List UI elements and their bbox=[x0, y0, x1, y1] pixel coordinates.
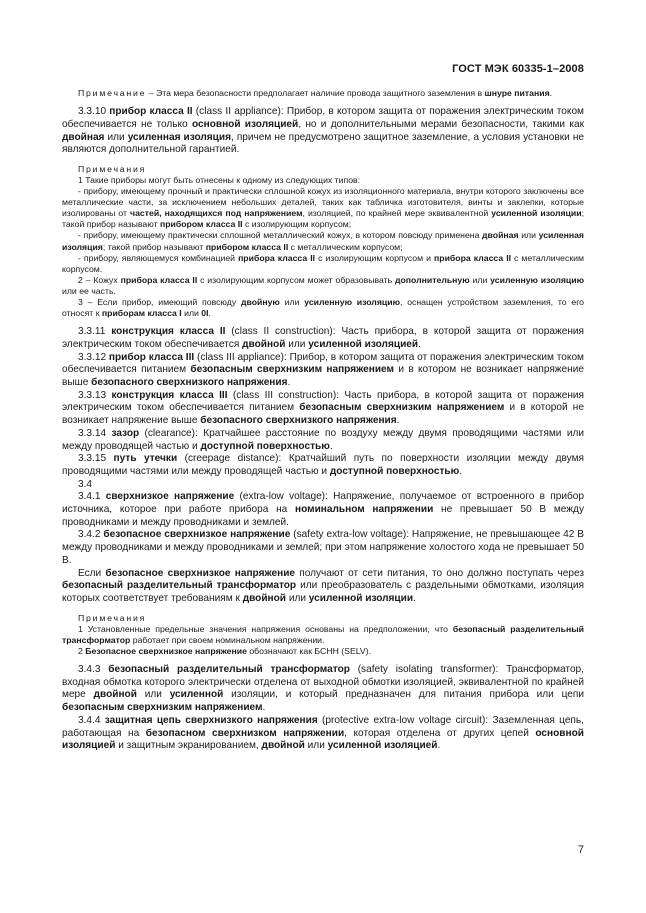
text-run: (class III appliance): Прибор, в котором защита от поражения электрическим током обеспечивается питанием bbox=[62, 351, 584, 376]
term: частей, находящихся под напряжением bbox=[130, 208, 303, 219]
text-run: или bbox=[518, 230, 539, 241]
paragraph bbox=[62, 529, 584, 567]
paragraph bbox=[62, 352, 584, 390]
note-label: Примечания bbox=[78, 163, 147, 174]
term: прибором класса II bbox=[205, 241, 289, 252]
paragraph bbox=[62, 715, 584, 753]
term: прибора класса II bbox=[238, 252, 316, 263]
term: безопасное сверхнизкое напряжение bbox=[105, 567, 296, 579]
text-run: с изолирующим корпусом; bbox=[242, 219, 352, 230]
text-run: 3.3.13 bbox=[78, 389, 112, 401]
paragraph bbox=[62, 326, 584, 351]
term: безопасным сверхнизким напряжением bbox=[190, 364, 394, 376]
text-run: 1 Установленные предельные значения напряжения основаны на предположении, что bbox=[78, 623, 453, 634]
text-run: . bbox=[287, 377, 291, 389]
paragraph bbox=[62, 230, 584, 252]
paragraph bbox=[62, 88, 584, 99]
term: безопасный разделительный трансформатор bbox=[62, 580, 297, 592]
text-run: ; такой прибор называют bbox=[62, 208, 584, 230]
text-run: . bbox=[459, 465, 463, 477]
term: двойной bbox=[242, 592, 287, 604]
term: усиленную изоляцию bbox=[490, 274, 585, 285]
text-run: – Эта мера безопасности предполагает наличие провода защитного заземления в bbox=[146, 88, 485, 98]
paragraph bbox=[62, 453, 584, 478]
text-run: с металлическим корпусом; bbox=[288, 241, 403, 252]
term: безопасном сверхнизком напряжении bbox=[145, 727, 345, 739]
term: усиленной bbox=[169, 689, 224, 701]
paragraph bbox=[62, 164, 584, 175]
page-number: 7 bbox=[577, 844, 584, 856]
paragraph bbox=[62, 106, 584, 157]
text-run: (class III construction): Часть прибора, в которой защита от поражения электрическим током обеспечивается питанием bbox=[62, 389, 585, 414]
term: безопасного сверхнизкого напряжения bbox=[200, 415, 397, 427]
text-run: ; такой прибор называют bbox=[102, 241, 206, 252]
term: двойная bbox=[62, 131, 105, 143]
text-run: (protective extra-low voltage circuit): Заземленная цепь, работающая на bbox=[62, 714, 584, 739]
term: безопасный разделительный трансформатор bbox=[62, 623, 584, 645]
text-run: . bbox=[208, 308, 211, 319]
text-run: получают от сети питания, то оно должно поступать через bbox=[295, 567, 585, 579]
text-run: или bbox=[286, 592, 309, 604]
paragraph bbox=[62, 253, 584, 275]
document-body bbox=[62, 88, 584, 753]
text-run: , изоляцией, по крайней мере эквивалентной bbox=[302, 208, 492, 219]
text-run: изоляции, и который предназначен для питания прибора или цепи bbox=[223, 689, 584, 701]
text-run: Если bbox=[78, 567, 106, 579]
text-run: с металлическим корпусом. bbox=[62, 252, 584, 274]
text-run: или bbox=[181, 308, 202, 319]
text-run: 3.4 bbox=[78, 478, 93, 490]
term: усиленной изоляцией bbox=[308, 338, 419, 350]
text-run: 3.3.14 bbox=[78, 427, 112, 439]
text-run: (safety extra-low voltage): Напряжение, не превышающее 42 В между проводниками и между проводниками и землей; при этом напряжение холостого хода не превышает 50 В. bbox=[62, 529, 584, 566]
text-run: . bbox=[262, 702, 266, 714]
term: конструкция класса III bbox=[111, 389, 228, 401]
text-run: 3.3.15 bbox=[78, 453, 114, 465]
text-run: . bbox=[549, 88, 553, 98]
term: усиленная изоляция bbox=[62, 230, 584, 252]
standard-header: ГОСТ МЭК 60335-1–2008 bbox=[452, 63, 584, 75]
paragraph bbox=[62, 568, 584, 606]
paragraph bbox=[62, 613, 584, 624]
term: шнуре питания bbox=[484, 88, 550, 98]
term: основной изоляцией bbox=[62, 727, 584, 752]
text-run: . bbox=[329, 440, 333, 452]
term: двойной bbox=[261, 740, 305, 752]
text-run: - прибору, являющемуся комбинацией bbox=[78, 252, 239, 263]
text-run: или bbox=[469, 274, 491, 285]
term: прибора класса II bbox=[434, 252, 512, 263]
term: безопасный разделительный трансформатор bbox=[108, 664, 350, 676]
term: доступной поверхностью bbox=[329, 465, 460, 477]
text-run: 2 bbox=[78, 645, 86, 656]
term: двойной bbox=[93, 689, 137, 701]
term: конструкция класса II bbox=[111, 326, 226, 338]
paragraph bbox=[62, 186, 584, 230]
term: двойную bbox=[240, 297, 280, 308]
text-run: 3.3.12 bbox=[78, 351, 109, 363]
text-run: (creepage distance): Кратчайший путь по поверхности изоляции между двумя проводящими частями или между проводящей частью и bbox=[62, 453, 584, 477]
text-run: . bbox=[418, 338, 421, 350]
term: защитная цепь сверхнизкого напряжения bbox=[104, 714, 318, 726]
text-run: 1 Такие приборы могут быть отнесены к одному из следующих типов: bbox=[78, 175, 361, 185]
text-run: 3.3.11 bbox=[78, 326, 112, 338]
text-run: (class II appliance): Прибор, в котором защита от поражения электрическим током обеспечивается не только bbox=[62, 106, 584, 130]
paragraph bbox=[62, 390, 584, 428]
text-run: 3.4.3 bbox=[78, 664, 109, 676]
text-run: или bbox=[304, 740, 328, 752]
term: прибора класса II bbox=[120, 274, 198, 285]
paragraph bbox=[62, 275, 584, 297]
text-run: или преобразователь с раздельными обмотками, изоляция которых соответствует требованиям к bbox=[62, 580, 584, 604]
term: усиленной изоляции bbox=[491, 208, 582, 219]
paragraph bbox=[62, 297, 584, 319]
text-run: . bbox=[437, 740, 441, 752]
text-run: с изолирующим корпусом и bbox=[315, 252, 435, 263]
paragraph bbox=[62, 664, 584, 715]
term: безопасное сверхнизкое напряжение bbox=[103, 529, 291, 541]
text-run: , оснащен устройством заземления, то его относят к bbox=[62, 297, 584, 319]
paragraph bbox=[62, 428, 584, 453]
text-run: 3.4.2 bbox=[78, 529, 104, 541]
term: усиленную изоляцию bbox=[304, 297, 400, 308]
term: приборам класса I bbox=[101, 308, 182, 319]
text-run: или bbox=[136, 689, 170, 701]
term: безопасным сверхнизким напряжением bbox=[62, 702, 263, 714]
term: безопасным сверхнизким напряжением bbox=[299, 402, 505, 414]
text-run: - прибору, имеющему прочный и практически сплошной кожух из изоляционного материала, внутри которого заключены все металлические части, за исключением небольших деталей, таких как табличка изготовителя, винты и заклепки, которые изолированы от bbox=[62, 186, 584, 219]
text-run: 3.4.1 bbox=[78, 491, 106, 503]
term: номинальном напряжении bbox=[294, 504, 434, 516]
text-run: , причем не предусмотрено защитное заземление, а условия установки не являются дополнительной гарантией. bbox=[62, 131, 585, 156]
term: 0I bbox=[201, 308, 209, 319]
text-run: - прибору, имеющему практически сплошной металлический кожух, в котором повсюду применена bbox=[78, 230, 483, 241]
text-run: , но и дополнительными мерами безопасности, такими как bbox=[298, 118, 584, 130]
paragraph bbox=[62, 175, 584, 186]
text-run: с изолирующим корпусом может образовывать bbox=[197, 274, 395, 285]
text-run: (extra-low voltage): Напряжение, получаемое от встроенного в прибор источника, которое при работе прибора на bbox=[62, 491, 584, 516]
term: путь утечки bbox=[113, 453, 178, 465]
term: прибором класса II bbox=[159, 219, 243, 230]
text-run: 3.4.4 bbox=[78, 714, 105, 726]
text-run: и в которой не возникает напряжение выше bbox=[62, 402, 584, 427]
term: сверхнизкое напряжение bbox=[105, 491, 235, 503]
term: прибор класса III bbox=[108, 351, 195, 363]
text-run: или bbox=[279, 297, 305, 308]
note-label: Примечания bbox=[78, 612, 147, 623]
paragraph bbox=[62, 646, 584, 657]
paragraph bbox=[62, 491, 584, 529]
term: усиленная изоляция bbox=[127, 131, 231, 143]
note-label: Примечание bbox=[78, 88, 147, 98]
text-run: или ее часть. bbox=[62, 285, 116, 296]
term: Безопасное сверхнизкое напряжение bbox=[85, 645, 247, 656]
text-run: (clearance): Кратчайшее расстояние по воздуху между двумя проводящими частями или между проводящей частью и bbox=[62, 427, 584, 452]
text-run: . bbox=[413, 592, 416, 604]
text-run: (class II construction): Часть прибора, в которой защита от поражения электрическим током обеспечивается bbox=[62, 326, 584, 350]
text-run: , которая отделена от других цепей bbox=[344, 727, 536, 739]
term: двойной bbox=[242, 338, 286, 350]
text-run: 2 – Кожух bbox=[78, 274, 121, 285]
paragraph bbox=[62, 624, 584, 646]
text-run: обозначают как БСНН (SELV). bbox=[246, 645, 372, 656]
term: усиленной изоляцией bbox=[327, 740, 438, 752]
text-run: 3.3.10 bbox=[78, 106, 110, 118]
text-run: 3 – Если прибор, имеющий повсюду bbox=[78, 297, 241, 308]
text-run: и в котором не возникает напряжение выше bbox=[62, 364, 584, 389]
term: усиленной изоляции bbox=[308, 592, 414, 604]
text-run: или bbox=[285, 338, 309, 350]
text-run: работает при своем номинальном напряжении. bbox=[130, 634, 325, 645]
term: прибор класса II bbox=[109, 106, 193, 118]
term: основной изоляцией bbox=[191, 118, 299, 130]
term: доступной поверхностью bbox=[200, 440, 330, 452]
text-run: (safety isolating transformer): Трансформатор, входная обмотка которого электрически отделена от выходной обмотки изоляцией, эквивалентной по крайней мере bbox=[62, 664, 584, 701]
paragraph bbox=[62, 479, 584, 492]
term: двойная bbox=[482, 230, 519, 241]
term: дополнительную bbox=[394, 274, 470, 285]
text-run: не превышает 50 В между проводниками и между проводниками и землей. bbox=[62, 504, 584, 528]
text-run: или bbox=[104, 131, 128, 143]
term: зазор bbox=[111, 427, 140, 439]
term: безопасного сверхнизкого напряжения bbox=[91, 377, 288, 389]
text-run: . bbox=[396, 415, 400, 427]
text-run: и защитным экранированием, bbox=[115, 740, 262, 752]
